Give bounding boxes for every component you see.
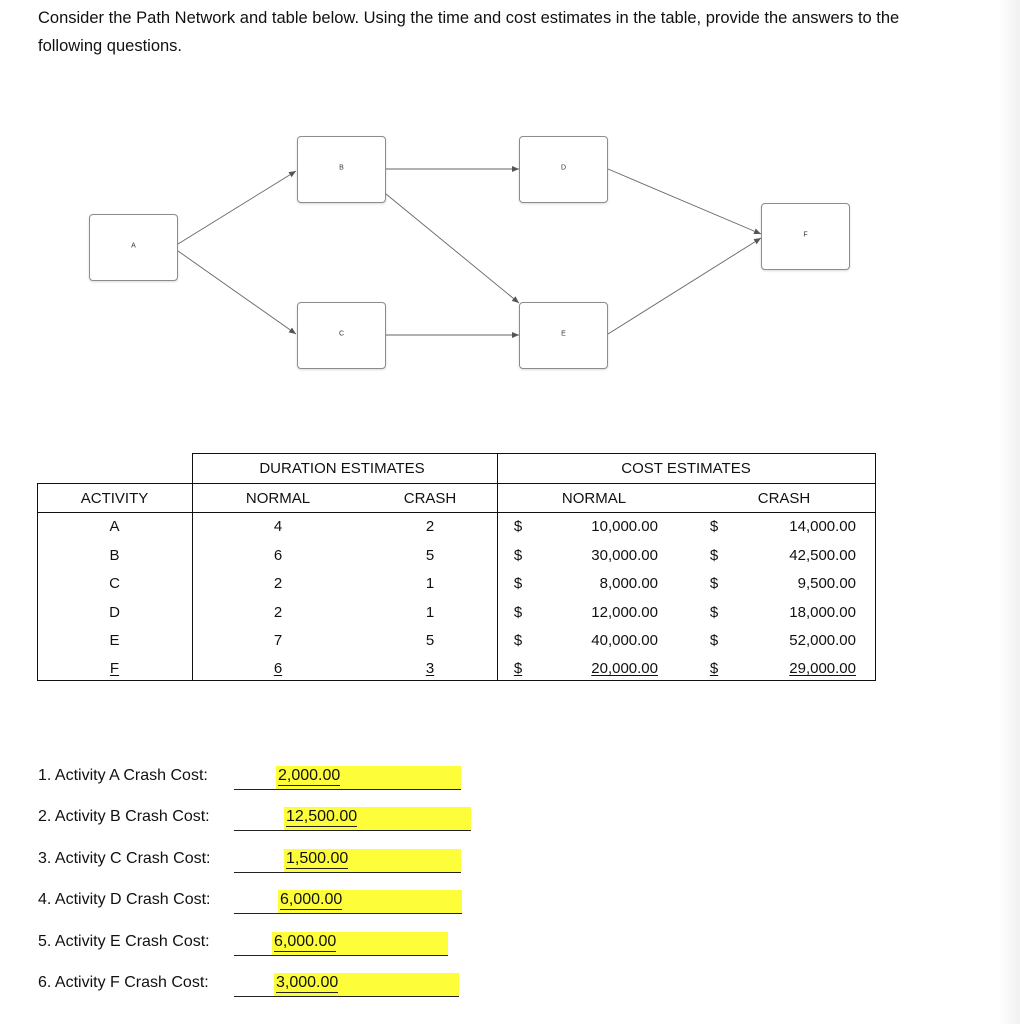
cell-currency: $ xyxy=(709,660,719,677)
node-b-label: B xyxy=(339,164,344,172)
answer-value: 3,000.00 xyxy=(276,974,339,991)
cell-currency: $ xyxy=(513,575,523,592)
cell-duration-crash: 5 xyxy=(425,547,435,564)
cell-currency: $ xyxy=(513,604,523,621)
answer-field[interactable] xyxy=(284,807,471,831)
cell-cost-crash: 29,000.00 xyxy=(789,660,856,677)
answer-field[interactable] xyxy=(284,849,461,873)
cell-cost-normal: 12,000.00 xyxy=(591,604,658,621)
cell-activity: F xyxy=(109,660,120,677)
cell-duration-crash: 3 xyxy=(425,660,435,677)
question-label: 2. Activity B Crash Cost: xyxy=(38,808,210,825)
cell-activity: E xyxy=(109,632,120,649)
cell-cost-crash: 52,000.00 xyxy=(789,632,856,649)
cell-duration-normal: 6 xyxy=(273,547,283,564)
answer-field[interactable] xyxy=(274,973,459,997)
cell-currency: $ xyxy=(709,547,719,564)
cell-activity: B xyxy=(109,547,120,564)
table-divider-cost xyxy=(497,453,498,680)
cell-currency: $ xyxy=(513,660,523,677)
cell-activity: A xyxy=(109,518,120,535)
cell-cost-crash: 42,500.00 xyxy=(789,547,856,564)
cell-cost-normal: 20,000.00 xyxy=(591,660,658,677)
cell-duration-normal: 7 xyxy=(273,632,283,649)
node-f-label: F xyxy=(803,231,808,239)
cell-currency: $ xyxy=(513,547,523,564)
cell-duration-crash: 1 xyxy=(425,604,435,621)
cell-duration-normal: 2 xyxy=(273,575,283,592)
answer-value: 6,000.00 xyxy=(274,933,337,950)
group-header-cost: COST ESTIMATES xyxy=(621,460,751,477)
answer-blank xyxy=(234,996,274,997)
cell-currency: $ xyxy=(709,632,719,649)
question-label: 3. Activity C Crash Cost: xyxy=(38,850,211,867)
answer-value: 6,000.00 xyxy=(280,891,343,908)
table-divider-activity xyxy=(192,453,193,680)
node-c-label: C xyxy=(338,330,345,338)
answer-value: 2,000.00 xyxy=(278,767,341,784)
cell-currency: $ xyxy=(709,604,719,621)
cell-cost-normal: 10,000.00 xyxy=(591,518,658,535)
cell-cost-normal: 40,000.00 xyxy=(591,632,658,649)
cell-cost-normal: 8,000.00 xyxy=(599,575,658,592)
cell-currency: $ xyxy=(709,518,719,535)
cell-duration-normal: 2 xyxy=(273,604,283,621)
cell-cost-normal: 30,000.00 xyxy=(591,547,658,564)
cell-cost-crash: 14,000.00 xyxy=(789,518,856,535)
col-header-cost-crash: CRASH xyxy=(757,490,811,507)
node-e-label: E xyxy=(561,330,566,338)
col-header-duration-normal: NORMAL xyxy=(245,490,311,507)
cell-duration-normal: 6 xyxy=(273,660,283,677)
question-label: 6. Activity F Crash Cost: xyxy=(38,974,209,991)
answer-value: 12,500.00 xyxy=(286,808,358,825)
answer-field[interactable] xyxy=(278,890,462,914)
cell-cost-crash: 9,500.00 xyxy=(797,575,856,592)
answer-blank xyxy=(234,872,284,873)
cell-duration-crash: 2 xyxy=(425,518,435,535)
answer-blank xyxy=(234,913,278,914)
cell-currency: $ xyxy=(709,575,719,592)
cell-duration-crash: 1 xyxy=(425,575,435,592)
cell-currency: $ xyxy=(513,632,523,649)
table-right-border xyxy=(875,453,876,680)
cell-currency: $ xyxy=(513,518,523,535)
question-label: 4. Activity D Crash Cost: xyxy=(38,891,211,908)
question-label: 1. Activity A Crash Cost: xyxy=(38,767,208,784)
table-bottom-border xyxy=(37,680,876,681)
node-d-label: D xyxy=(560,164,567,172)
answer-blank xyxy=(234,830,284,831)
col-header-cost-normal: NORMAL xyxy=(561,490,627,507)
cell-duration-crash: 5 xyxy=(425,632,435,649)
group-header-duration: DURATION ESTIMATES xyxy=(259,460,425,477)
table-top-border xyxy=(192,453,876,454)
question-label: 5. Activity E Crash Cost: xyxy=(38,933,210,950)
answer-value: 1,500.00 xyxy=(286,850,349,867)
cell-duration-normal: 4 xyxy=(273,518,283,535)
table-subheader-border xyxy=(37,512,876,513)
answer-field[interactable] xyxy=(272,932,448,956)
col-header-duration-crash: CRASH xyxy=(403,490,457,507)
answer-field[interactable] xyxy=(276,766,461,790)
intro-text: Consider the Path Network and table below. Using the time and cost estimates in the table, provide the answers to the following questions. xyxy=(38,9,900,55)
answer-blank xyxy=(234,955,272,956)
cell-cost-crash: 18,000.00 xyxy=(789,604,856,621)
cell-activity: C xyxy=(109,575,120,592)
table-header-border xyxy=(37,483,876,484)
col-header-activity: ACTIVITY xyxy=(80,490,149,507)
node-a-label: A xyxy=(131,242,136,250)
answer-blank xyxy=(234,789,276,790)
cell-activity: D xyxy=(109,604,120,621)
